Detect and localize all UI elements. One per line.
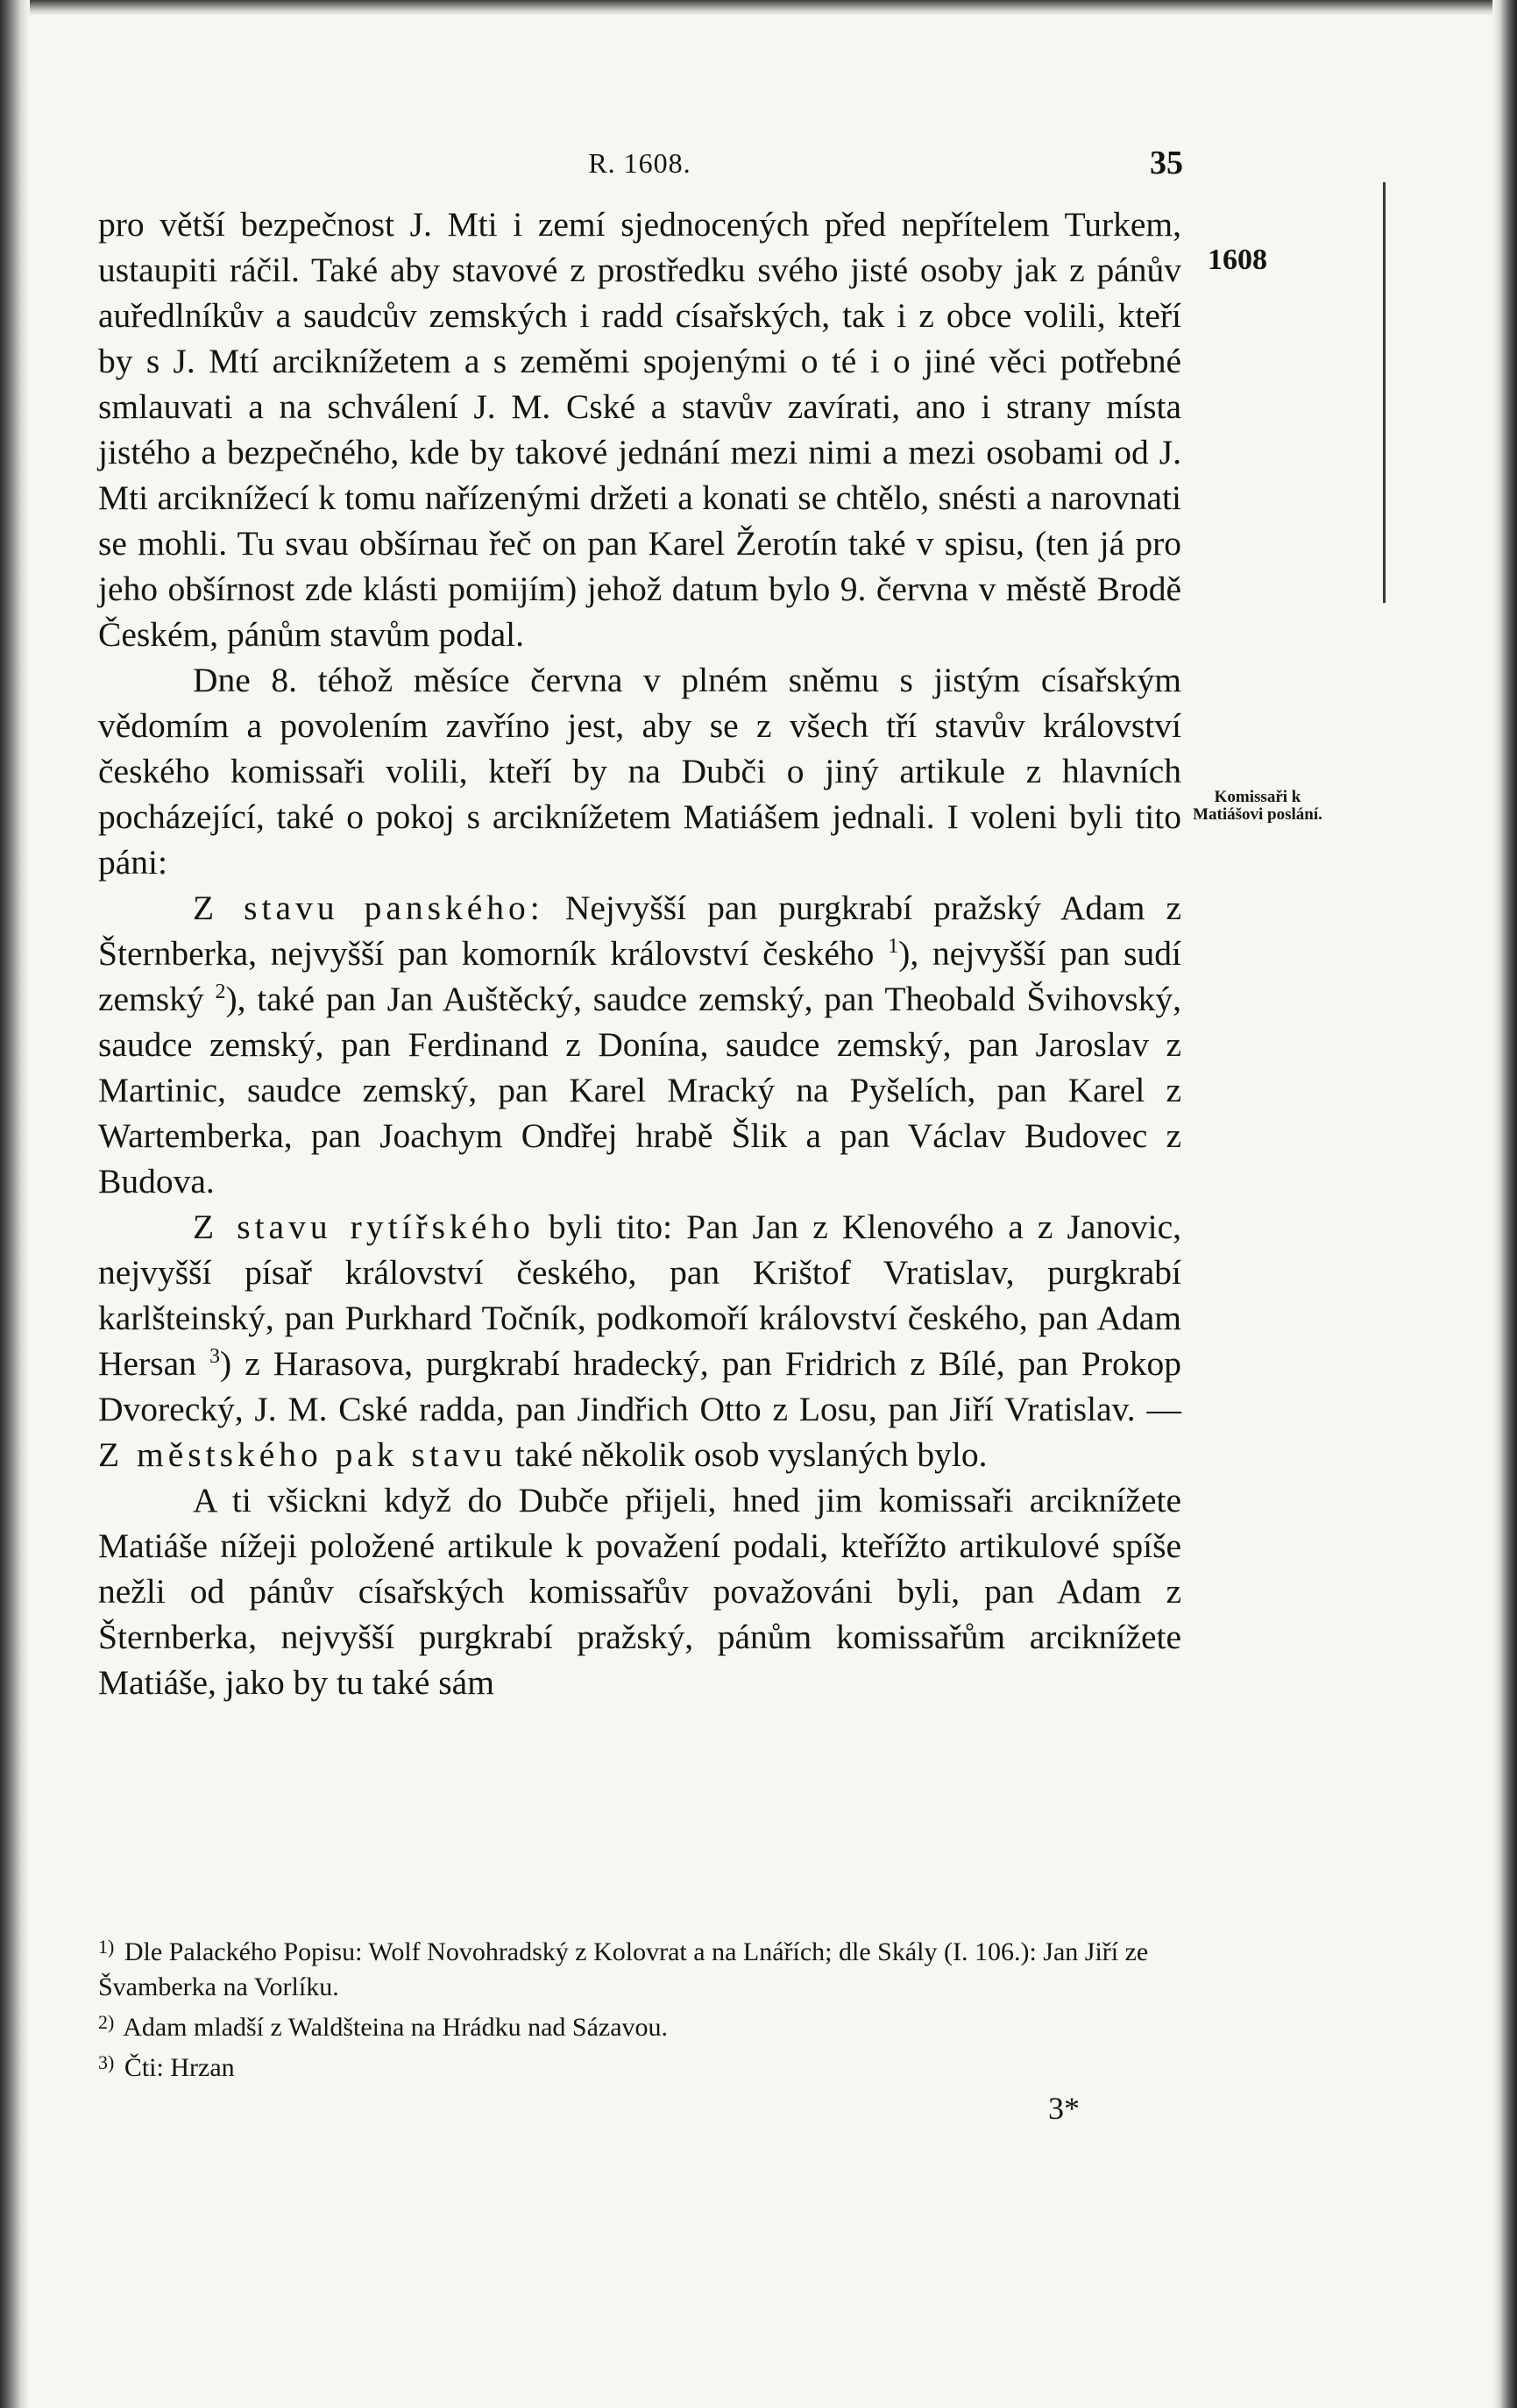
panske-part1: Nejvyšší pan purgkrabí pražský Adam z Šternberka, nejvyšší pan komorník království českého	[98, 889, 1182, 973]
footnote-text: Čti: Hrzan	[124, 2053, 235, 2082]
footnote-ref-3: 3	[209, 1344, 220, 1368]
panske-part2: , nejvyšší pan sudí zemský	[98, 934, 1182, 1018]
scan-edge-left	[0, 0, 30, 2408]
scan-edge-right	[1492, 0, 1517, 2408]
footnote-mark: 1)	[98, 1936, 115, 1958]
rytirske-lead: Z stavu rytířského	[193, 1208, 535, 1246]
footnote-mark: 2)	[98, 2011, 115, 2033]
paragraph-last: A ti všickni když do Dubče přijeli, hned jim komissaři arciknížete Matiáše nížeji položené artikule k považení podali, kteřížto artikulové spíše nežli od pánův císařských komissařův považováni byli, pan Adam z Šternberka, nejvyšší purgkrabí pražský, pánům komissařům arciknížete Matiáše, jako by tu také sám	[98, 1481, 1181, 1702]
panske-part3: ), také pan Jan Auštěcký, saudce zemský, pan Theobald Švihovský, saudce zemský, pan Ferdinand z Donína, saudce zemský, pan Jaroslav z Martinic, saudce zemský, pan Karel Mracký na Pyšelích, pan Karel z Wartemberka, pan Joachym Ondřej hrabě Šlik a pan Václav Budovec z Budova.	[98, 980, 1182, 1200]
rytirske-part2: ) z Harasova, purgkrabí hradecký, pan Fridrich z Bílé, pan Prokop Dvorecký, J. M. Cské radda, pan Jindřich Otto z Losu, pan Jiří Vratislav. —	[98, 1344, 1182, 1428]
footnote-1	[98, 1930, 1181, 2005]
header-title: R. 1608.	[588, 147, 691, 179]
footnotes	[98, 1930, 1181, 2086]
panske-lead: Z stavu panského:	[193, 889, 544, 927]
body-text	[98, 202, 1181, 1705]
footnote-ref-1: 1	[888, 934, 899, 958]
page	[98, 131, 1181, 1705]
paragraph-1: pro větší bezpečnost J. Mti i zemí sjednocených před nepřítelem Turkem, ustaupiti ráčil. Také aby stavové z prostředku svého jisté osoby jak z pánův auředlníkův a saudcův zemských i radd císařských, tak i z obce volili, kteří by s J. Mtí arciknížetem a s zeměmi spojenými o té i o jiné věci potřebné smlauvati a na schválení J. M. Cské a stavův zavírati, ano i strany místa jistého a bezpečného, kde by takové jednání mezi nimi a mezi osobami od J. Mti arciknížecí k tomu nařízenými držeti a konati se chtělo, snésti a narovnati se mohli. Tu svau obšírnau řeč on pan Karel Žerotín také v spisu, (ten já pro jeho obšírnost zde klásti pomijím) jehož datum bylo 9. června v městě Brodě Českém, pánům stavům podal.	[98, 205, 1181, 654]
rytirske-part3: také několik osob vyslaných bylo.	[514, 1435, 988, 1474]
running-header	[98, 131, 1181, 202]
footnote-text: Adam mladší z Waldšteina na Hrádku nad Sázavou.	[123, 2013, 669, 2042]
footnote-text: Dle Palackého Popisu: Wolf Novohradský z Kolovrat a na Lnářích; dle Skály (I. 106.): Jan Jiří ze Švamberka na Vorlíku.	[98, 1937, 1149, 2001]
footnote-ref-2: 2	[215, 980, 226, 1003]
footnote-3	[98, 2045, 1181, 2086]
footnote-2	[98, 2005, 1181, 2045]
paragraph-rytirske	[98, 1204, 1181, 1477]
paragraph-2: Dne 8. téhož měsíce června v plném sněmu s jistým císařským vědomím a povolením zavříno jest, aby se z všech tří stavův království českého komissaři volili, kteří by na Dubči o jiný artikule z hlavních pocházející, také o pokoj s arciknížetem Matiášem jednali. I voleni byli tito páni:	[98, 661, 1181, 882]
page-number: 35	[1150, 145, 1183, 181]
paragraph-panske: Z stavu panského: Nejvyšší pan purgkrabí pražský Adam z Šternberka, nejvyšší pan komorník království českého $^1$), nejvyšší pan sudí zemský $^2$), také pan Jan Auštěcký, saudce zemský, pan Theobald Švihovský, saudce zemský, pan Ferdinand z Donína, saudce zemský, pan Jaroslav z Martinic, saudce zemský, pan Karel Mracký na Pyšelích, pan Karel z Wartemberka, pan Joachym Ondřej hrabě Šlik a pan Václav Budovec z Budova.	[98, 889, 1182, 1200]
signature-mark: 3*	[1048, 2091, 1080, 2126]
mestske-lead: Z městského pak stavu	[98, 1435, 507, 1474]
margin-year: 1608	[1208, 244, 1267, 276]
footnote-mark: 3)	[98, 2051, 115, 2073]
margin-rule	[1383, 182, 1386, 603]
margin-note: Komissaři k Matiášovi poslání.	[1193, 788, 1322, 824]
scan-edge-top	[0, 0, 1517, 16]
rytirske-part1: byli tito: Pan Jan z Klenového a z Janovic, nejvyšší písař království českého, pan Krištof Vratislav, purgkrabí karlšteinský, pan Purkhard Točník, podkomoří království českého, pan Adam Hersan	[98, 1208, 1182, 1383]
